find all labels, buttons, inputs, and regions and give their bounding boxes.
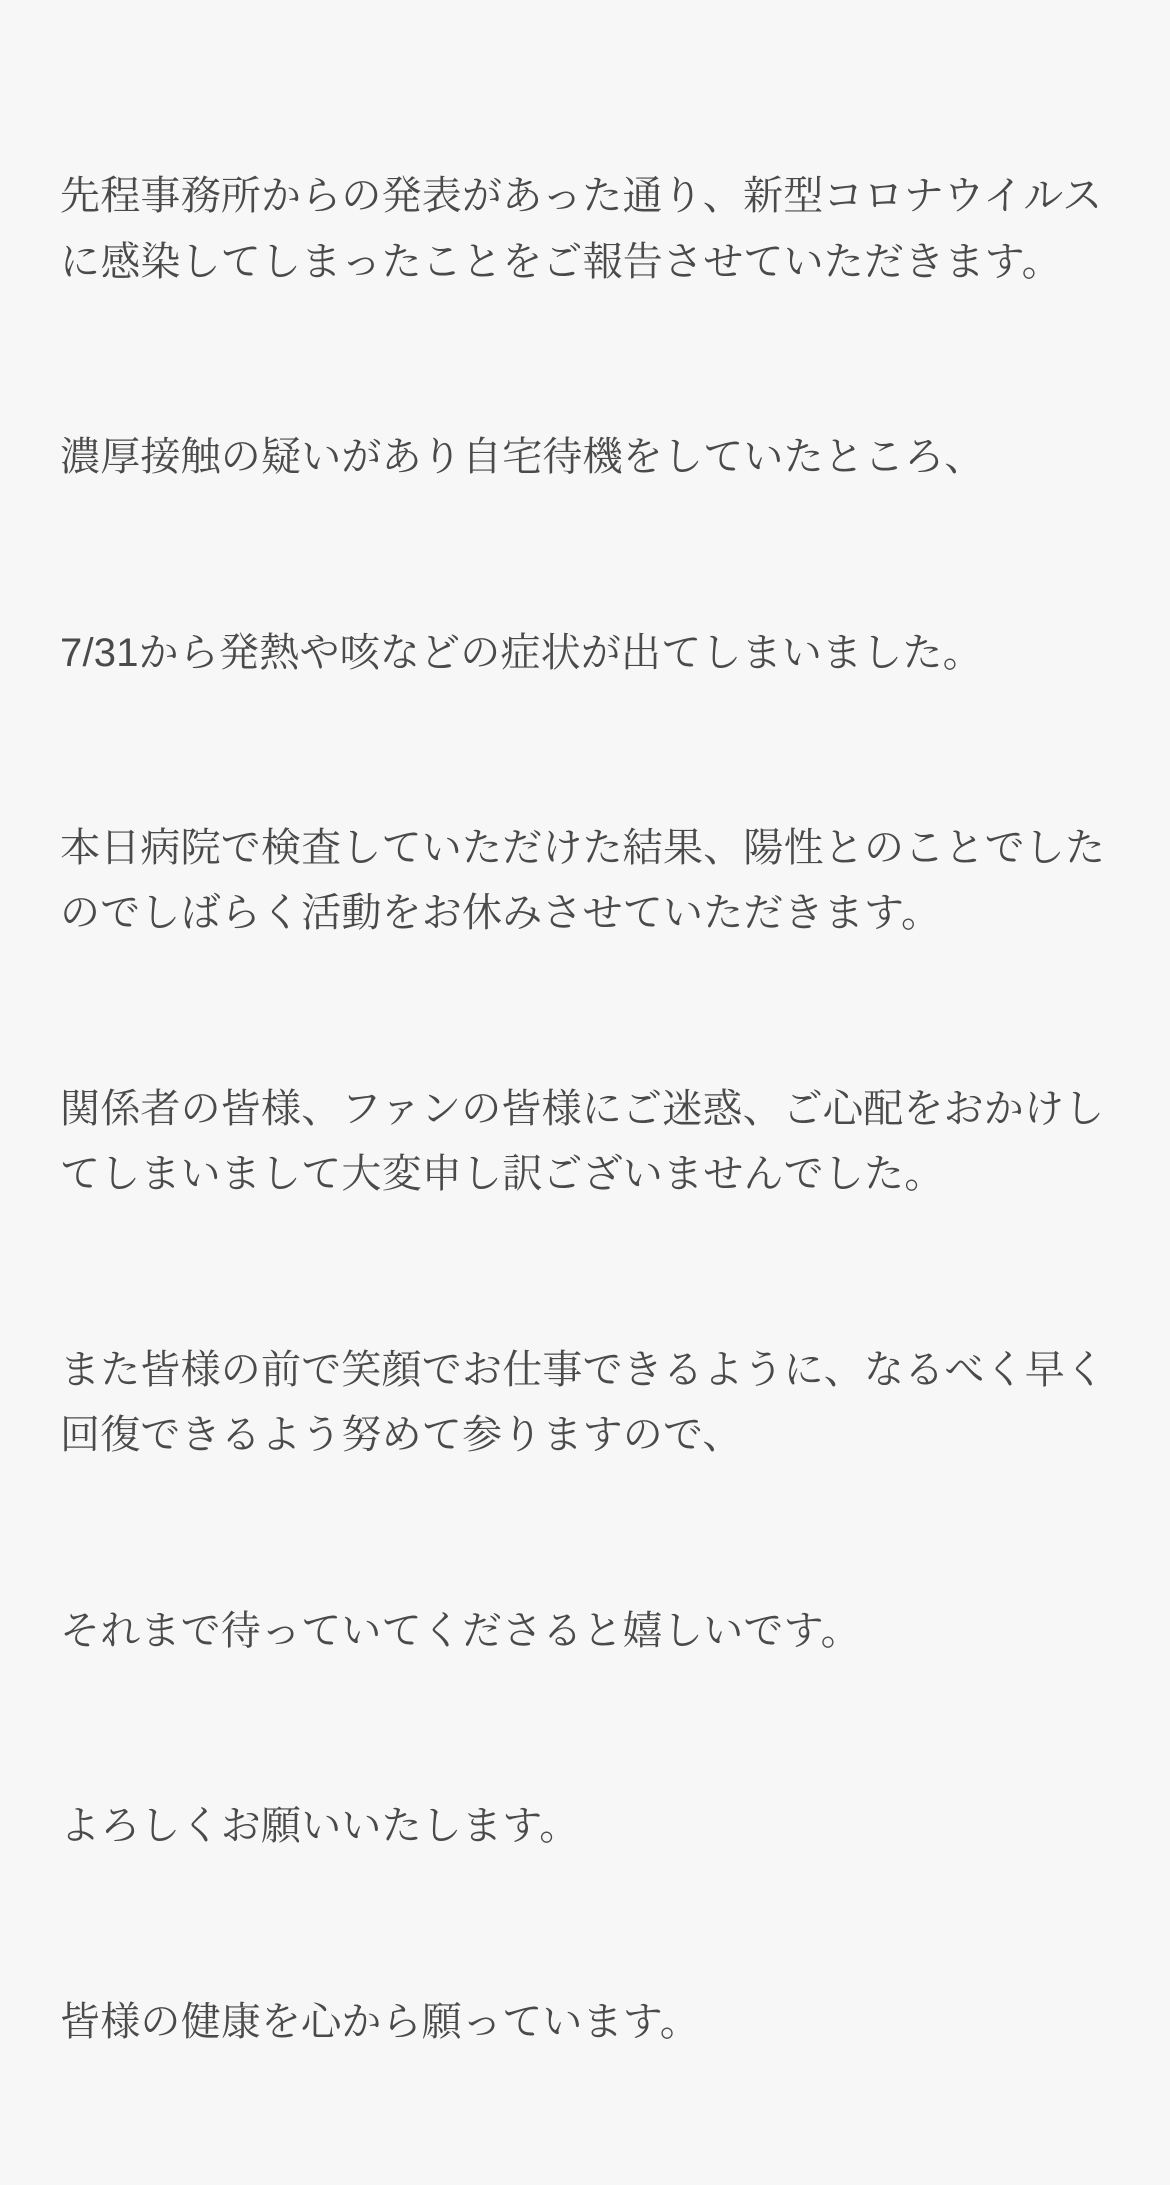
statement-paragraph: よろしくお願いいたします。 bbox=[60, 1804, 580, 1849]
statement-paragraph: それまで待っていてくださると嬉しいです。 bbox=[60, 1608, 861, 1653]
statement-paragraph: 濃厚接触の疑いがあり自宅待機をしていたところ、 bbox=[60, 435, 985, 480]
statement-paragraph: 関係者の皆様、ファンの皆様にご迷惑、ご心配をおかけしてしまいまして大変申し訳ございませんでした。 bbox=[60, 1087, 1105, 1197]
statement-text-block bbox=[60, 34, 1114, 2185]
statement-paragraph: 本日病院で検査していただけた結果、陽性とのことでしたのでしばらく活動をお休みさせていただきます。 bbox=[60, 826, 1106, 936]
statement-paragraph: 先程事務所からの発表があった通り、新型コロナウイルスに感染してしまったことをご報告させていただきます。 bbox=[60, 174, 1103, 284]
statement-paragraph: 7/31から発熱や咳などの症状が出てしまいました。 bbox=[60, 630, 983, 675]
statement-paragraph: また皆様の前で笑顔でお仕事できるように、なるべく早く回復できるよう努めて参りますので、 bbox=[60, 1347, 1106, 1457]
statement-paragraph: 皆様の健康を心から願っています。 bbox=[60, 1999, 700, 2044]
